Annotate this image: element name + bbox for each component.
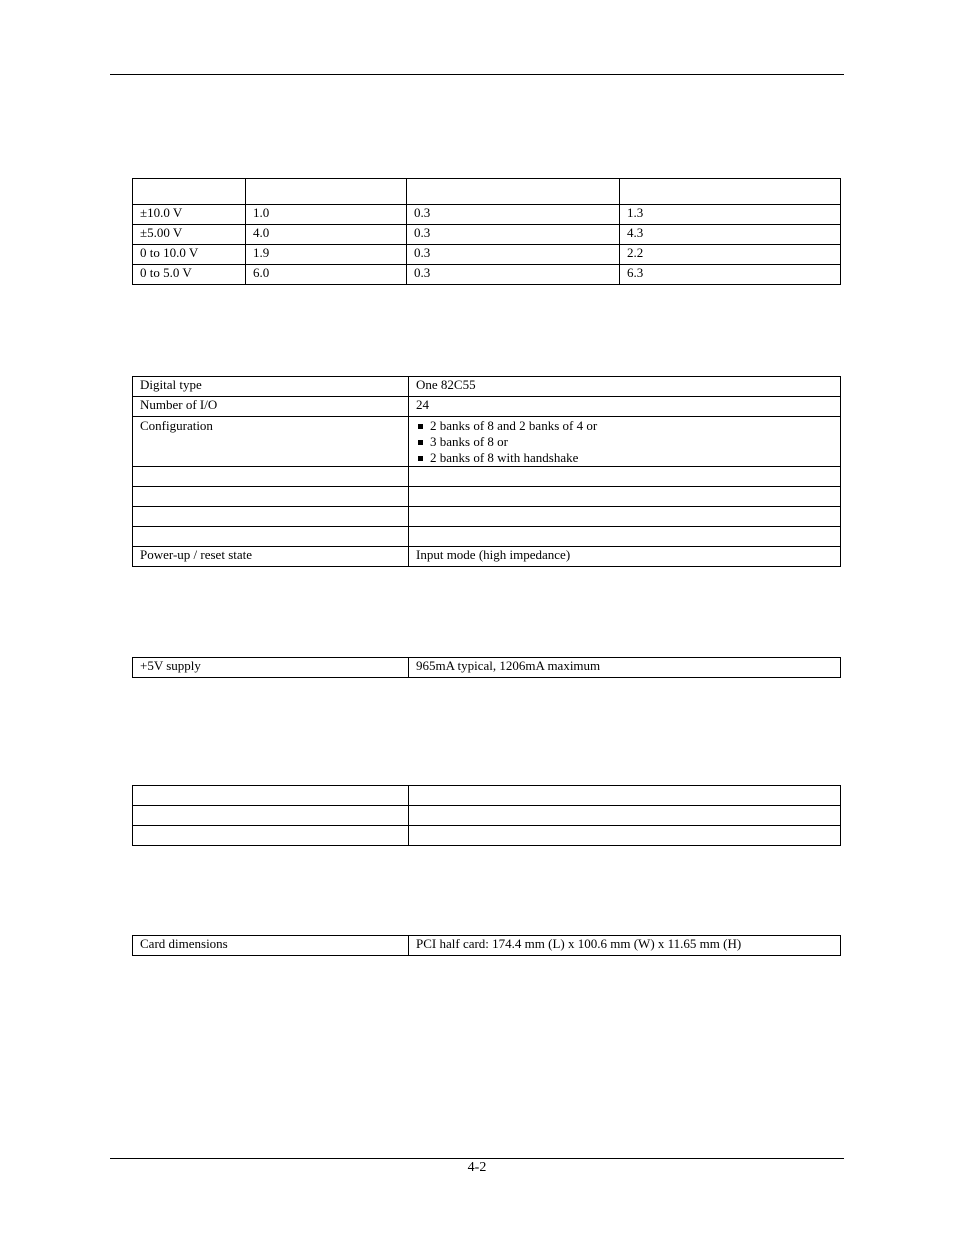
table-cell: 6.3: [620, 265, 841, 285]
table-row: [133, 225, 841, 245]
table-cell: 1.9: [246, 245, 407, 265]
spec-label: Digital type: [133, 377, 409, 397]
spec-label: [133, 487, 409, 507]
table-row: [133, 806, 841, 826]
header-rule: [110, 74, 844, 75]
table-row: [133, 786, 841, 806]
accuracy-header-cell: [133, 179, 246, 205]
footer-rule: [110, 1158, 844, 1159]
spec-label: [133, 826, 409, 846]
spec-value: 965mA typical, 1206mA maximum: [409, 658, 841, 678]
mechanical-table: [132, 935, 841, 956]
table-cell: 4.3: [620, 225, 841, 245]
spec-value: [409, 417, 841, 467]
spec-value: [409, 507, 841, 527]
table-row: [133, 487, 841, 507]
table-row: [133, 245, 841, 265]
spec-value: One 82C55: [409, 377, 841, 397]
table-cell: 0.3: [407, 225, 620, 245]
table-row: [133, 527, 841, 547]
table-row: [133, 417, 841, 467]
accuracy-header-cell: [246, 179, 407, 205]
power-table: [132, 657, 841, 678]
table-row: [133, 205, 841, 225]
table-cell: 0.3: [407, 205, 620, 225]
spec-label: Power-up / reset state: [133, 547, 409, 567]
accuracy-header-cell: [407, 179, 620, 205]
spec-label: [133, 467, 409, 487]
table-row: [133, 377, 841, 397]
environmental-table: [132, 785, 841, 846]
spec-value: 24: [409, 397, 841, 417]
table-cell: 0.3: [407, 265, 620, 285]
range-cell: 0 to 5.0 V: [133, 265, 246, 285]
spec-value: [409, 786, 841, 806]
spec-value: [409, 826, 841, 846]
spec-label: [133, 806, 409, 826]
digital-io-table: [132, 376, 841, 567]
table-row: [133, 265, 841, 285]
accuracy-header-row: [133, 179, 841, 205]
table-cell: 4.0: [246, 225, 407, 245]
table-cell: 1.0: [246, 205, 407, 225]
configuration-list: [416, 418, 833, 466]
table-cell: 6.0: [246, 265, 407, 285]
list-item: 2 banks of 8 with handshake: [416, 450, 833, 466]
table-cell: 0.3: [407, 245, 620, 265]
table-row: [133, 397, 841, 417]
page-number: 4-2: [467, 1160, 487, 1175]
spec-label: [133, 786, 409, 806]
spec-label: [133, 507, 409, 527]
spec-label: Configuration: [133, 417, 409, 467]
spec-value: [409, 487, 841, 507]
accuracy-table: [132, 178, 841, 285]
spec-value: [409, 806, 841, 826]
spec-label: Card dimensions: [133, 936, 409, 956]
spec-value: PCI half card: 174.4 mm (L) x 100.6 mm (W) x 11.65 mm (H): [409, 936, 841, 956]
spec-label: [133, 527, 409, 547]
table-cell: 2.2: [620, 245, 841, 265]
table-row: [133, 826, 841, 846]
table-row: [133, 507, 841, 527]
table-row: [133, 936, 841, 956]
table-row: [133, 547, 841, 567]
list-item: 3 banks of 8 or: [416, 434, 833, 450]
range-cell: 0 to 10.0 V: [133, 245, 246, 265]
range-cell: ±5.00 V: [133, 225, 246, 245]
spec-value: [409, 527, 841, 547]
table-row: [133, 467, 841, 487]
accuracy-header-cell: [620, 179, 841, 205]
spec-label: +5V supply: [133, 658, 409, 678]
range-cell: ±10.0 V: [133, 205, 246, 225]
list-item: 2 banks of 8 and 2 banks of 4 or: [416, 418, 833, 434]
spec-value: Input mode (high impedance): [409, 547, 841, 567]
spec-label: Number of I/O: [133, 397, 409, 417]
table-cell: 1.3: [620, 205, 841, 225]
table-row: [133, 658, 841, 678]
spec-value: [409, 467, 841, 487]
